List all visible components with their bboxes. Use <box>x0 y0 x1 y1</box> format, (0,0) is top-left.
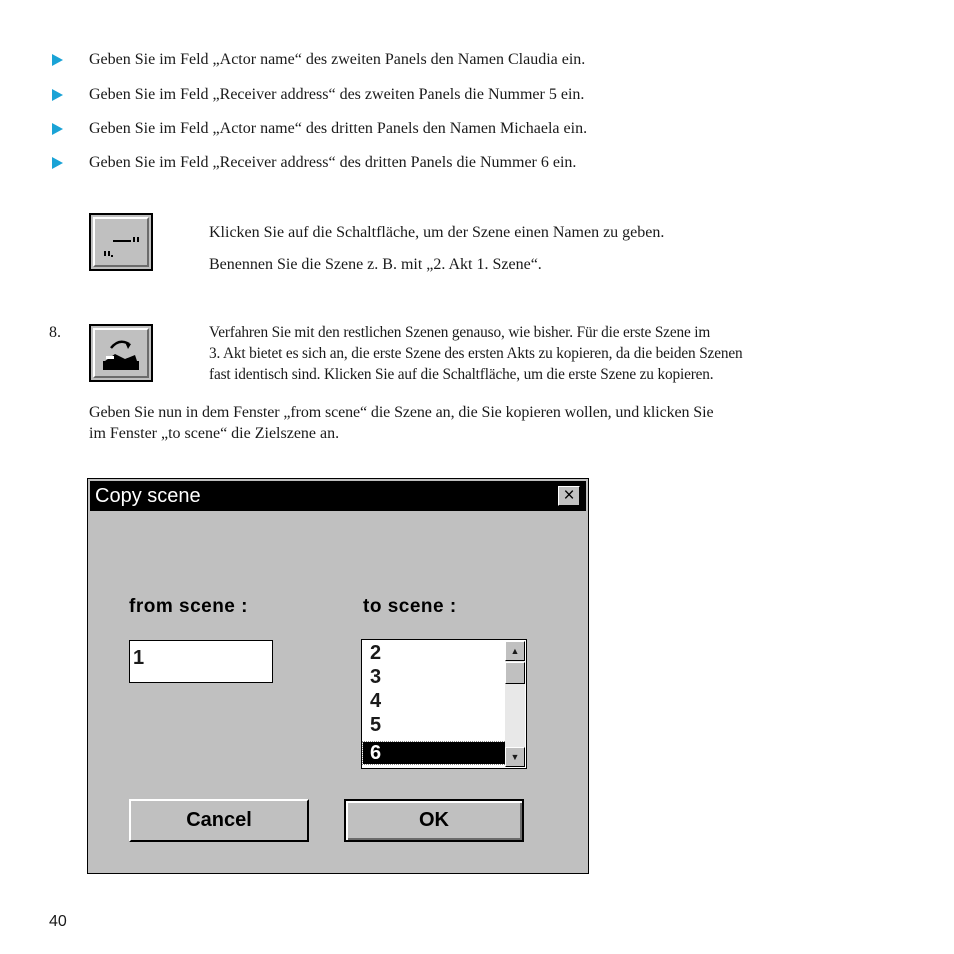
scroll-up-icon[interactable]: ▲ <box>505 641 525 661</box>
scroll-down-icon[interactable]: ▼ <box>505 747 525 767</box>
instruction-line2: im Fenster „to scene“ die Zielszene an. <box>89 425 340 442</box>
close-icon[interactable]: × <box>558 486 580 506</box>
step-number: 8. <box>49 324 61 341</box>
step8-line3: fast identisch sind. Klicken Sie auf die Schaltfläche, um die erste Szene zu kopieren. <box>209 366 714 383</box>
list-item-selected[interactable]: 6 <box>363 742 506 764</box>
triangle-bullet-icon <box>52 157 63 169</box>
to-scene-listbox[interactable] <box>361 639 527 769</box>
list-item[interactable]: 5 <box>370 714 382 736</box>
cancel-button[interactable]: Cancel <box>129 799 309 842</box>
bullet-text: Geben Sie im Feld „Receiver address“ des dritten Panels die Nummer 6 ein. <box>89 154 577 171</box>
scrollbar[interactable] <box>505 641 525 767</box>
name-scene-line1: Klicken Sie auf die Schaltfläche, um der Szene einen Namen zu geben. <box>209 224 665 241</box>
triangle-bullet-icon <box>52 89 63 101</box>
copy-scene-dialog <box>87 478 589 874</box>
name-scene-line2: Benennen Sie die Szene z. B. mit „2. Akt 1. Szene“. <box>209 256 542 273</box>
dialog-titlebar[interactable] <box>90 481 586 511</box>
copy-scene-icon <box>91 326 151 380</box>
from-scene-input[interactable]: 1 <box>129 640 273 683</box>
copy-scene-button-icon <box>89 324 153 382</box>
list-item[interactable]: 4 <box>370 690 382 712</box>
list-item[interactable]: 3 <box>370 666 382 688</box>
ok-button[interactable]: OK <box>344 799 524 842</box>
list-item[interactable]: 2 <box>370 642 382 664</box>
dialog-title: Copy scene <box>95 485 201 507</box>
scroll-thumb[interactable] <box>505 662 525 684</box>
bullet-text: Geben Sie im Feld „Receiver address“ des zweiten Panels die Nummer 5 ein. <box>89 86 585 103</box>
bullet-text: Geben Sie im Feld „Actor name“ des dritten Panels den Namen Michaela ein. <box>89 120 588 137</box>
instruction-line1: Geben Sie nun in dem Fenster „from scene“ die Szene an, die Sie kopieren wollen, und klicken Sie <box>89 404 714 421</box>
step8-line2: 3. Akt bietet es sich an, die erste Szene des ersten Akts zu kopieren, da die beiden Szenen <box>209 345 743 362</box>
triangle-bullet-icon <box>52 123 63 135</box>
step8-line1: Verfahren Sie mit den restlichen Szenen genauso, wie bisher. Für die erste Szene im <box>209 324 711 341</box>
quote-dash-icon <box>91 215 151 269</box>
name-scene-button-icon <box>89 213 153 271</box>
triangle-bullet-icon <box>52 54 63 66</box>
from-scene-label: from scene : <box>129 596 248 617</box>
to-scene-label: to scene : <box>363 596 457 617</box>
page-number: 40 <box>49 913 67 930</box>
bullet-text: Geben Sie im Feld „Actor name“ des zweiten Panels den Namen Claudia ein. <box>89 51 586 68</box>
